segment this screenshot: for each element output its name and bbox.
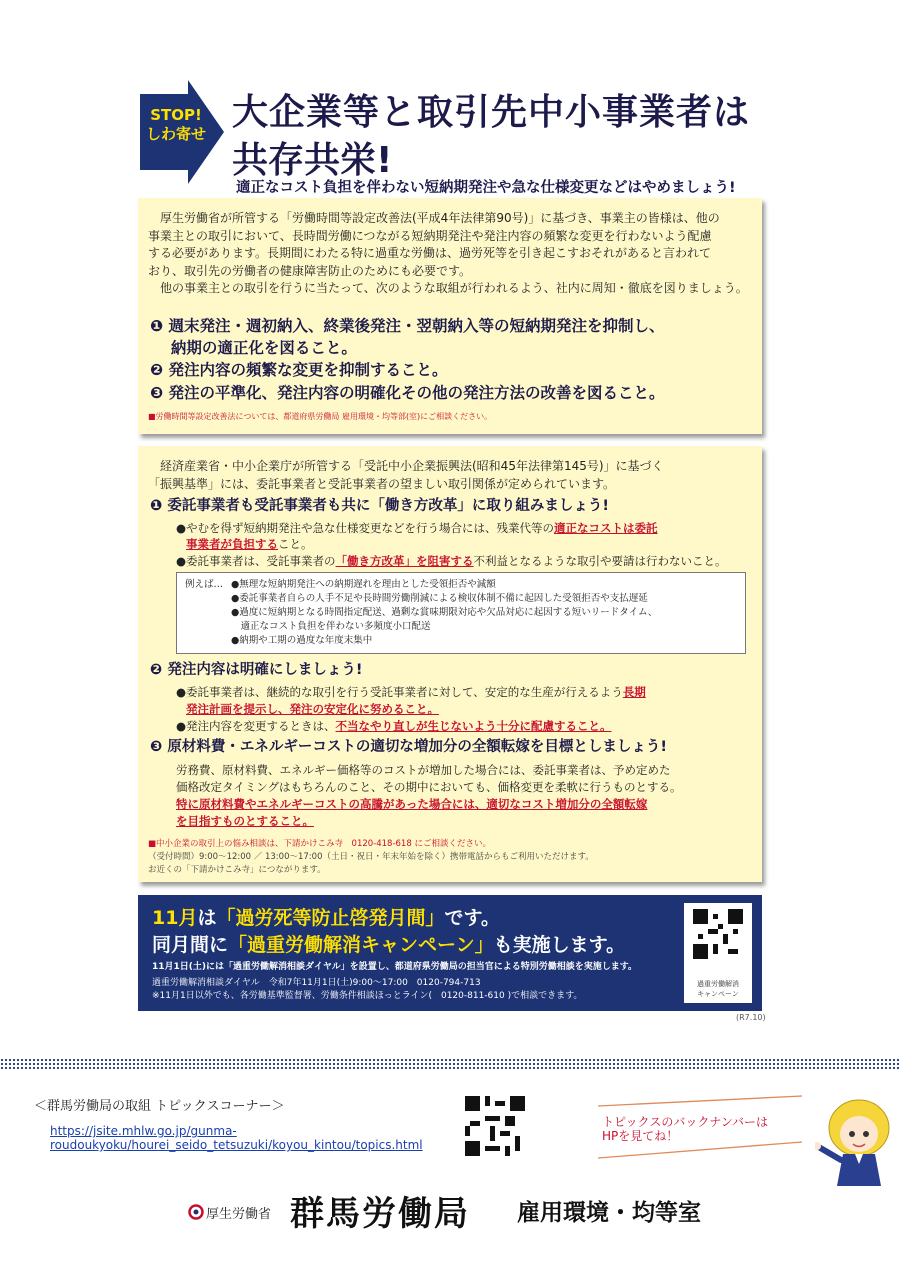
box1-paragraph	[148, 210, 752, 298]
page-subtitle: 適正なコスト負担を伴わない短納期発注や急な仕様変更などはやめましょう!	[236, 180, 736, 196]
campaign-banner	[138, 895, 762, 1011]
bullet-text: ●委託事業者は、受託事業者の	[176, 554, 336, 568]
banner-line-3: 11月1日(土)には「過重労働解消相談ダイヤル」を設置し、都道府県労働局の担当官による特別労働相談を実施します。	[152, 962, 638, 972]
box1-item-1-line2: 納期の適正化を図ること。	[150, 339, 357, 357]
box1-item-2: ❷ 発注内容の頻繁な変更を抑制すること。	[150, 361, 448, 379]
revision-label: (R7.10)	[736, 1013, 766, 1022]
qr-caption	[684, 979, 752, 999]
bullet-emphasis: 「働き方改革」を阻害する	[335, 554, 474, 568]
example-item: ●納期や工期の過度な年度末集中	[231, 635, 373, 646]
box2-note-1: ■中小企業の取引上の悩み相談は、下請かけこみ寺 0120-418-618 にご相談ください。	[148, 839, 491, 849]
box2-intro-line: 「振興基準」には、委託事業者と受託事業者の望ましい取引関係が定められています。	[148, 476, 616, 491]
qr-caption-line: 過重労働解消	[697, 980, 739, 988]
box1-item-3: ❸ 発注の平準化、発注内容の明確化その他の発注方法の改善を図ること。	[150, 384, 665, 402]
bubble-line: トピックスのバックナンバーは	[602, 1115, 768, 1129]
speech-bubble-text	[602, 1115, 768, 1143]
stop-badge-text	[146, 106, 206, 144]
box2-bullet-1-cont	[186, 536, 313, 552]
labor-time-law-box	[138, 198, 762, 434]
example-item: 適正なコスト負担を伴わない多頻度小口配送	[231, 621, 431, 632]
box2-bullet-3-cont	[186, 701, 439, 717]
bureau-name: 群馬労働局	[290, 1194, 470, 1234]
banner-dial: 過重労働解消相談ダイヤル 令和7年11月1日(土)9:00～17:00 0120-794-713	[152, 978, 481, 988]
banner-text: も実施します。	[493, 934, 626, 956]
shiwayose-line: しわ寄せ	[146, 125, 207, 143]
bubble-line: HPを見てね！	[602, 1129, 679, 1143]
mascot-girl-icon	[815, 1094, 895, 1186]
box1-line: 厚生労働省が所管する「労働時間等設定改善法(平成4年法律第90号)」に基づき、事業主の皆様は、他の	[148, 211, 720, 225]
box2-heading-3: ❸ 原材料費・エネルギーコストの適切な増加分の全額転嫁を目標としましょう!	[150, 739, 667, 755]
box1-line: 事業主との取引において、長時間労働につながる短納期発注や発注内容の頻繁な変更を行わないよう配慮	[148, 228, 712, 243]
bullet-text: こと。	[278, 537, 313, 551]
bullet-emphasis: 適正なコストは委託	[554, 521, 658, 535]
bullet-text: ●やむを得ず短納期発注や急な仕様変更などを行う場合には、残業代等の	[176, 521, 555, 535]
campaign-qr-panel[interactable]	[684, 903, 752, 1003]
box2-bullet-1	[176, 520, 658, 536]
box2-bullet-2	[176, 553, 727, 569]
bullet-text: ●発注内容を変更するときは、	[176, 719, 336, 733]
examples-label: 例えば…	[185, 579, 224, 590]
example-item: ●無理な短納期発注への納期遅れを理由とした受領拒否や減額	[231, 579, 496, 590]
box2-para-emphasis	[176, 796, 647, 812]
bullet-emphasis: 不当なやり直しが生じないよう十分に配慮すること。	[335, 719, 612, 733]
bullet-emphasis: 事業者が負担する	[186, 537, 278, 551]
example-item: ●過度に短納期となる時間指定配送、過剰な賞味期限対応や欠品対応に起因する短いリードタイム、	[231, 607, 658, 618]
url-line[interactable]: https://jsite.mhlw.go.jp/gunma-	[50, 1124, 237, 1138]
box2-para-emphasis	[176, 813, 314, 829]
ministry-name: 厚生労働省	[206, 1207, 272, 1222]
para-emphasis: を目指すものとすること。	[176, 814, 314, 828]
box1-note: ■労働時間等設定改善法については、都道府県労働局 雇用環境・均等部(室)にご相談ください。	[148, 412, 493, 421]
banner-text: 同月間に	[152, 934, 229, 956]
banner-line-1	[152, 903, 500, 930]
bullet-text: 不利益となるような取引や要請は行わないこと。	[473, 554, 727, 568]
box1-line: する必要があります。長期間にわたる特に過重な労働は、過労死等を引き起こすおそれがあると言われて	[148, 246, 712, 261]
stop-line: STOP!	[150, 106, 202, 124]
box1-item-1-line1: ❶ 週末発注・週初納入、終業後発注・翌朝納入等の短納期発注を抑制し、	[150, 317, 665, 335]
box2-intro	[148, 458, 752, 493]
banner-highlight: 11月	[152, 907, 198, 929]
banner-highlight: 「過労死等防止啓発月間」	[216, 907, 445, 929]
box2-heading-2: ❷ 発注内容は明確にしましょう!	[150, 662, 363, 678]
qr-caption-line: キャンペーン	[697, 990, 739, 998]
dotted-divider	[0, 1058, 899, 1070]
box2-intro-line: 経済産業省・中小企業庁が所管する「受託中小企業振興法(昭和45年法律第145号)」に基づく	[148, 459, 664, 473]
page-title-line1: 大企業等と取引先中小事業者は	[232, 92, 751, 133]
box1-line: おり、取引先の労働者の健康障害防止のためにも必要です。	[148, 263, 472, 278]
banner-details	[152, 977, 582, 1003]
box2-heading-1: ❶ 委託事業者も受託事業者も共に「働き方改革」に取り組みましょう!	[150, 498, 609, 514]
box2-bullet-3	[176, 684, 646, 700]
box1-line: 他の事業主との取引を行うに当たって、次のような取組が行われるよう、社内に周知・徹底を図りましょう。	[148, 281, 748, 296]
subcontract-promotion-box	[138, 446, 762, 882]
office-name: 雇用環境・均等室	[517, 1200, 701, 1226]
box2-note-3: お近くの「下請かけこみ寺」につながります。	[148, 865, 326, 875]
topics-heading: ＜群馬労働局の取組 トピックスコーナー＞	[34, 1099, 285, 1114]
page-title-line2: 共存共栄!	[232, 140, 393, 181]
banner-highlight: 「過重労働解消キャンペーン」	[228, 934, 494, 956]
url-line[interactable]: roudoukyoku/hourei_seido_tetsuzuki/koyou_kintou/topics.html	[50, 1138, 423, 1152]
bullet-emphasis: 長期	[622, 685, 646, 699]
banner-text: は	[197, 907, 217, 929]
box2-para-line: 価格改定タイミングはもちろんのこと、その期中においても、価格変更を柔軟に行うものとする。	[176, 780, 682, 794]
examples-box	[176, 572, 746, 654]
example-item: ●委託事業者自らの人手不足や長時間労働削減による検収体制不備に起因した受領拒否や支払遅延	[231, 593, 648, 604]
bullet-text: ●委託事業者は、継続的な取引を行う受託事業者に対して、安定的な生産が行えるよう	[176, 685, 623, 699]
box2-note-2: （受付時間）9:00～12:00 ／ 13:00～17:00（土日・祝日・年末年始を除く）携帯電話からもご利用いただけます。	[148, 852, 594, 862]
box2-bullet-4	[176, 718, 612, 734]
box2-para-line: 労務費、原材料費、エネルギー価格等のコストが増加した場合には、委託事業者は、予め定めた	[176, 763, 671, 777]
stop-arrow-badge	[140, 80, 224, 184]
topics-url-link[interactable]	[50, 1124, 423, 1152]
banner-line-2	[152, 930, 625, 957]
qr-code-icon	[693, 909, 743, 959]
topics-qr-code-icon[interactable]	[465, 1096, 525, 1156]
banner-text: です。	[444, 907, 500, 929]
bullet-emphasis: 発注計画を提示し、発注の安定化に努めること。	[186, 702, 439, 716]
para-emphasis: 特に原材料費やエネルギーコストの高騰があった場合には、適切なコスト増加分の全額転嫁	[176, 797, 648, 811]
banner-hotline: ※11月1日以外でも、各労働基準監督署、労働条件相談ほっとライン( 0120-811-610 )で相談できます。	[152, 991, 583, 1001]
ministry-logo-icon	[188, 1204, 204, 1220]
